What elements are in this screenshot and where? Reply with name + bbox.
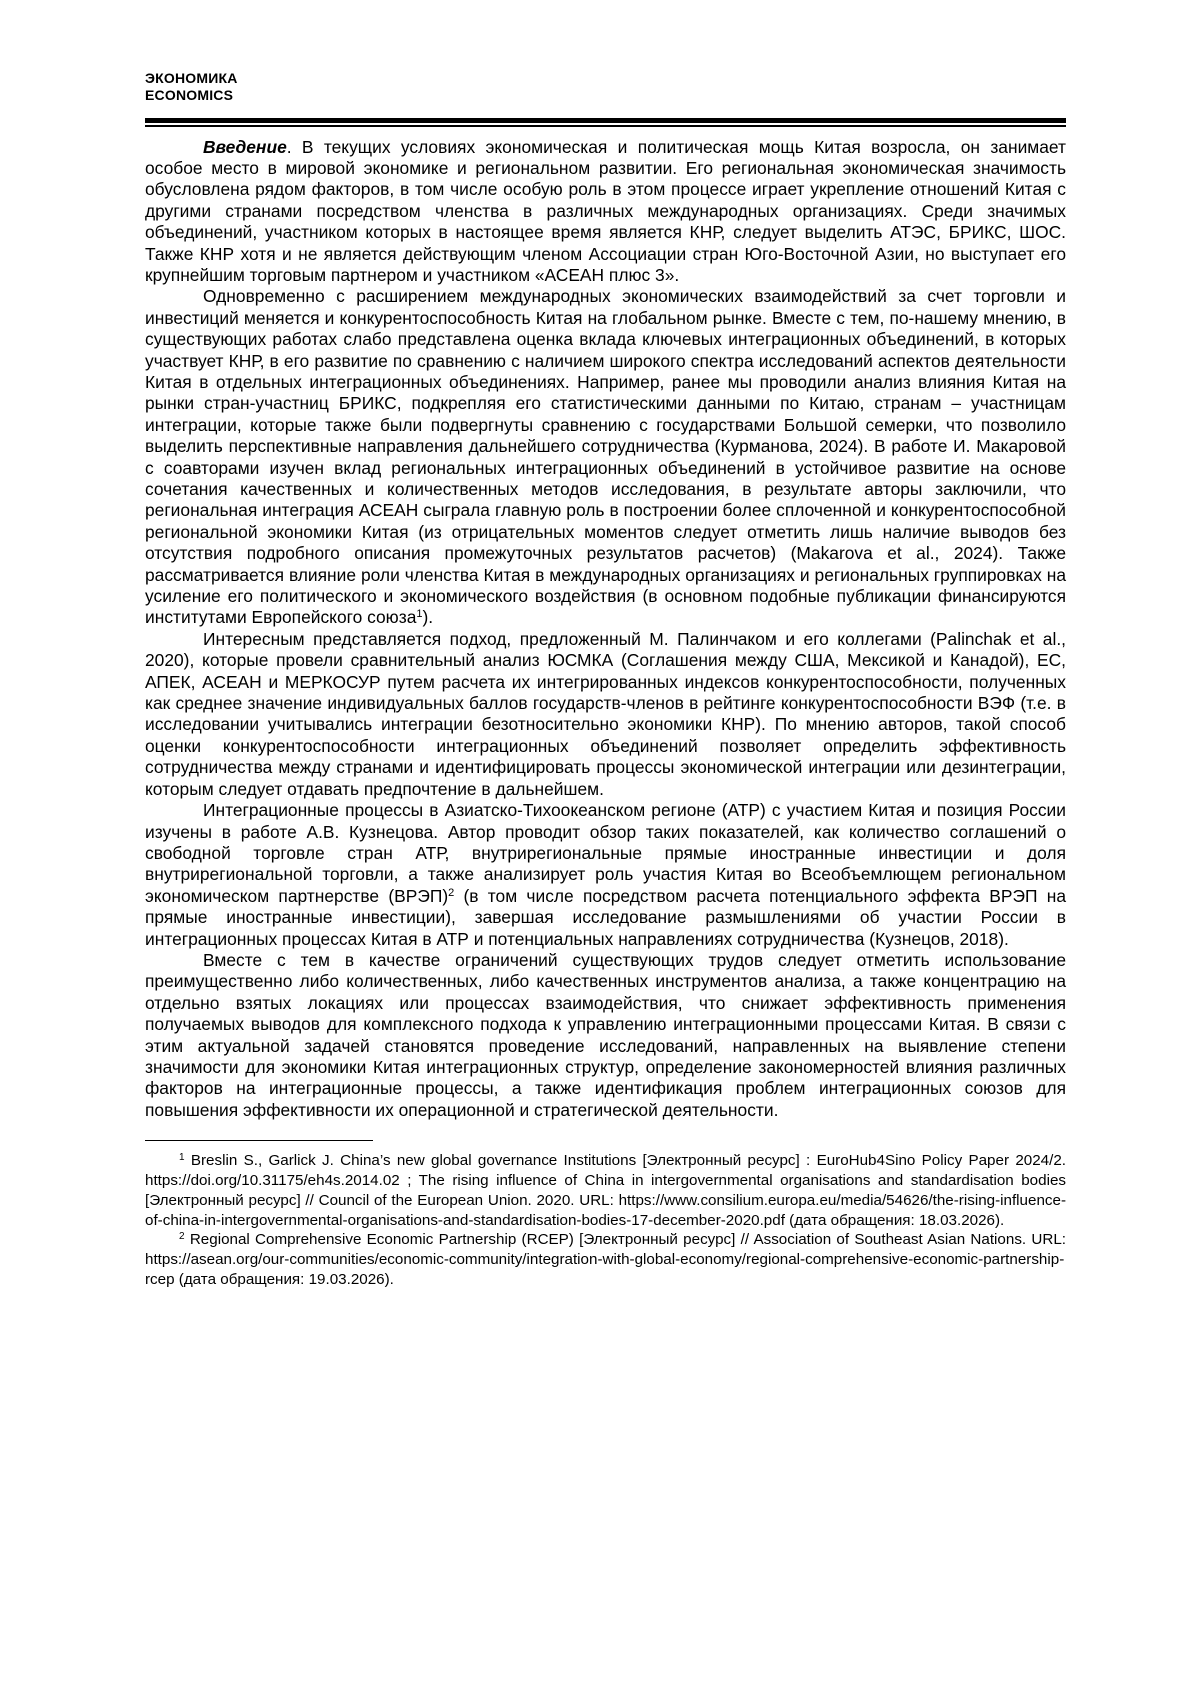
section-title-en: ECONOMICS (145, 87, 234, 103)
footnote-text: Regional Comprehensive Economic Partnership (RCEP) [Электронный ресурс] // Association of Southeast Asian Nations. URL: https://asean.org/our-communities/economic-community/integration-with-global-economy/regional-comprehensive-economic-partnership-rcep (дата обращения: 19.03.2026). (145, 1231, 1066, 1288)
footnote-2 (145, 1230, 1066, 1289)
paragraph-text: Одновременно с расширением международных экономических взаимодействий за счет торговли и инвестиций меняется и конкурентоспособность Китая на глобальном рынке. Вместе с тем, по-нашему мнению, в существующих работах слабо представлена оценка вклада ключевых интеграционных объединений, в которых участвует КНР, в его развитие по сравнению с наличием широкого спектра исследований аспектов деятельности Китая в отдельных интеграционных объединениях. Например, ранее мы проводили анализ влияния Китая на рынки стран-участниц БРИКС, подкрепляя его статистическими данными по Китаю, странам – участницам интеграции, которые также были подвергнуты сравнению с государствами Большой семерки, что позволило выделить перспективные направления дальнейшего сотрудничества (Курманова, 2024). В работе И. Макаровой с соавторами изучен вклад региональных интеграционных объединений в устойчивое развитие на основе сочетания качественных и количественных методов исследования, в результате авторы заключили, что региональная интеграция АСЕАН сыграла главную роль в построении более сплоченной и конкурентоспособной региональной экономики Китая (из отрицательных моментов следует отметить лишь наличие выводов без отсутствия подробного описания промежуточных результатов расчетов) (Makarova et al., 2024). Также рассматривается влияние роли членства Китая в международных организациях и региональных группировках на усиление его политического и экономического воздействия (в основном подобные публикации финансируются институтами Европейского союза (145, 286, 1066, 628)
footnote-text: Breslin S., Garlick J. China’s new global governance Institutions [Электронный ресурс] : EuroHub4Sino Policy Paper 2024/2. https://doi.org/10.31175/eh4s.2014.02 ; The rising influence of China in intergovernmental organisations and standardisation bodies [Электронный ресурс] // Council of the European Union. 2020. URL: https://www.consilium.europa.eu/media/54626/the-rising-influence-of-china-in-intergovernmental-organisations-and-standardisation-bodies-17-december-2020.pdf (дата обращения: 18.03.2026). (145, 1152, 1066, 1229)
paragraph-text: Интересным представляется подход, предложенный М. Палинчаком и его коллегами (Palinchak et al., 2020), которые провели сравнительный анализ ЮСМКА (Соглашения между США, Мексикой и Канадой), ЕС, АПЕК, АСЕАН и МЕРКОСУР путем расчета их интегрированных индексов конкурентоспособности, полученных как среднее значение индивидуальных баллов государств-членов в рейтинге конкурентоспособности ВЭФ (т.е. в исследовании учитывались интеграции безотносительно экономики КНР). По мнению авторов, такой способ оценки конкурентоспособности интеграционных объединений позволяет определить эффективность сотрудничества между странами и идентифицировать процессы экономической интеграции или дезинтеграции, которым следует отдавать предпочтение в дальнейшем. (145, 628, 1066, 799)
paragraph (145, 950, 1066, 1121)
footnote-separator (145, 1140, 373, 1141)
footnote-1 (145, 1151, 1066, 1230)
paragraph-text: . В текущих условиях экономическая и политическая мощь Китая возросла, он занимает особое место в мировой экономике и региональном развитии. Его региональная экономическая значимость обусловлена рядом факторов, в том числе особую роль в этом процессе играет укрепление отношений Китая с другими странами посредством членства в различных международных организациях. Среди значимых объединений, участником которых в настоящее время является КНР, следует выделить АТЭС, БРИКС, ШОС. Также КНР хотя и не является действующим членом Ассоциации стран Юго-Восточной Азии, но выступает его крупнейшим торговым партнером и участником «АСЕАН плюс 3». (145, 136, 1066, 285)
paragraph-text: Вместе с тем в качестве ограничений существующих трудов следует отметить использование преимущественно либо количественных, либо качественных инструментов анализа, а также концентрацию на отдельно взятых локациях или процессах взаимодействия, что снижает эффективность применения получаемых выводов для комплексного подхода к управлению интеграционными процессами Китая. В связи с этим актуальной задачей становятся проведение исследований, направленных на выявление степени значимости для экономики Китая интеграционных структур, определение закономерностей влияния различных факторов на интеграционные процессы, а также идентификация проблем интеграционных союзов для повышения эффективности их операционной и стратегической деятельности. (145, 949, 1066, 1120)
journal-page (145, 70, 1066, 1290)
footnote-ref-1[interactable]: 1 (416, 608, 423, 621)
paragraph-tail: (в том числе посредством расчета потенциального эффекта ВРЭП на прямые иностранные инвестиции), завершая исследование размышлениями об участии России в интеграционных процессах Китая в АТР и потенциальных направлениях сотрудничества (Кузнецов, 2018). (145, 885, 1066, 949)
running-header (145, 70, 1066, 104)
paragraph-text: Интеграционные процессы в Азиатско-Тихоокеанском регионе (АТР) с участием Китая и позиция России изучены в работе А.В. Кузнецова. Автор проводит обзор таких показателей, как количество соглашений о свободной торговле стран АТР, внутрирегиональные прямые иностранные инвестиции и доля внутрирегиональной торговли, а также анализирует роль участия Китая во Всеобъемлющем региональном экономическом партнерстве (ВРЭП) (145, 800, 1066, 906)
introduction-lead: Введение (203, 136, 287, 157)
paragraph-introduction (145, 137, 1066, 287)
paragraph-tail: ). (422, 607, 434, 628)
footnotes (145, 1151, 1066, 1290)
paragraph (145, 629, 1066, 800)
footnote-ref-2[interactable]: 2 (448, 886, 455, 899)
header-rule-thin (145, 125, 1066, 127)
section-title-ru: ЭКОНОМИКА (145, 70, 238, 86)
header-rule-thick (145, 118, 1066, 123)
article-body (145, 137, 1066, 1122)
footnote-number: 2 (179, 1231, 185, 1243)
paragraph (145, 800, 1066, 950)
paragraph (145, 286, 1066, 629)
footnote-number: 1 (179, 1152, 185, 1164)
